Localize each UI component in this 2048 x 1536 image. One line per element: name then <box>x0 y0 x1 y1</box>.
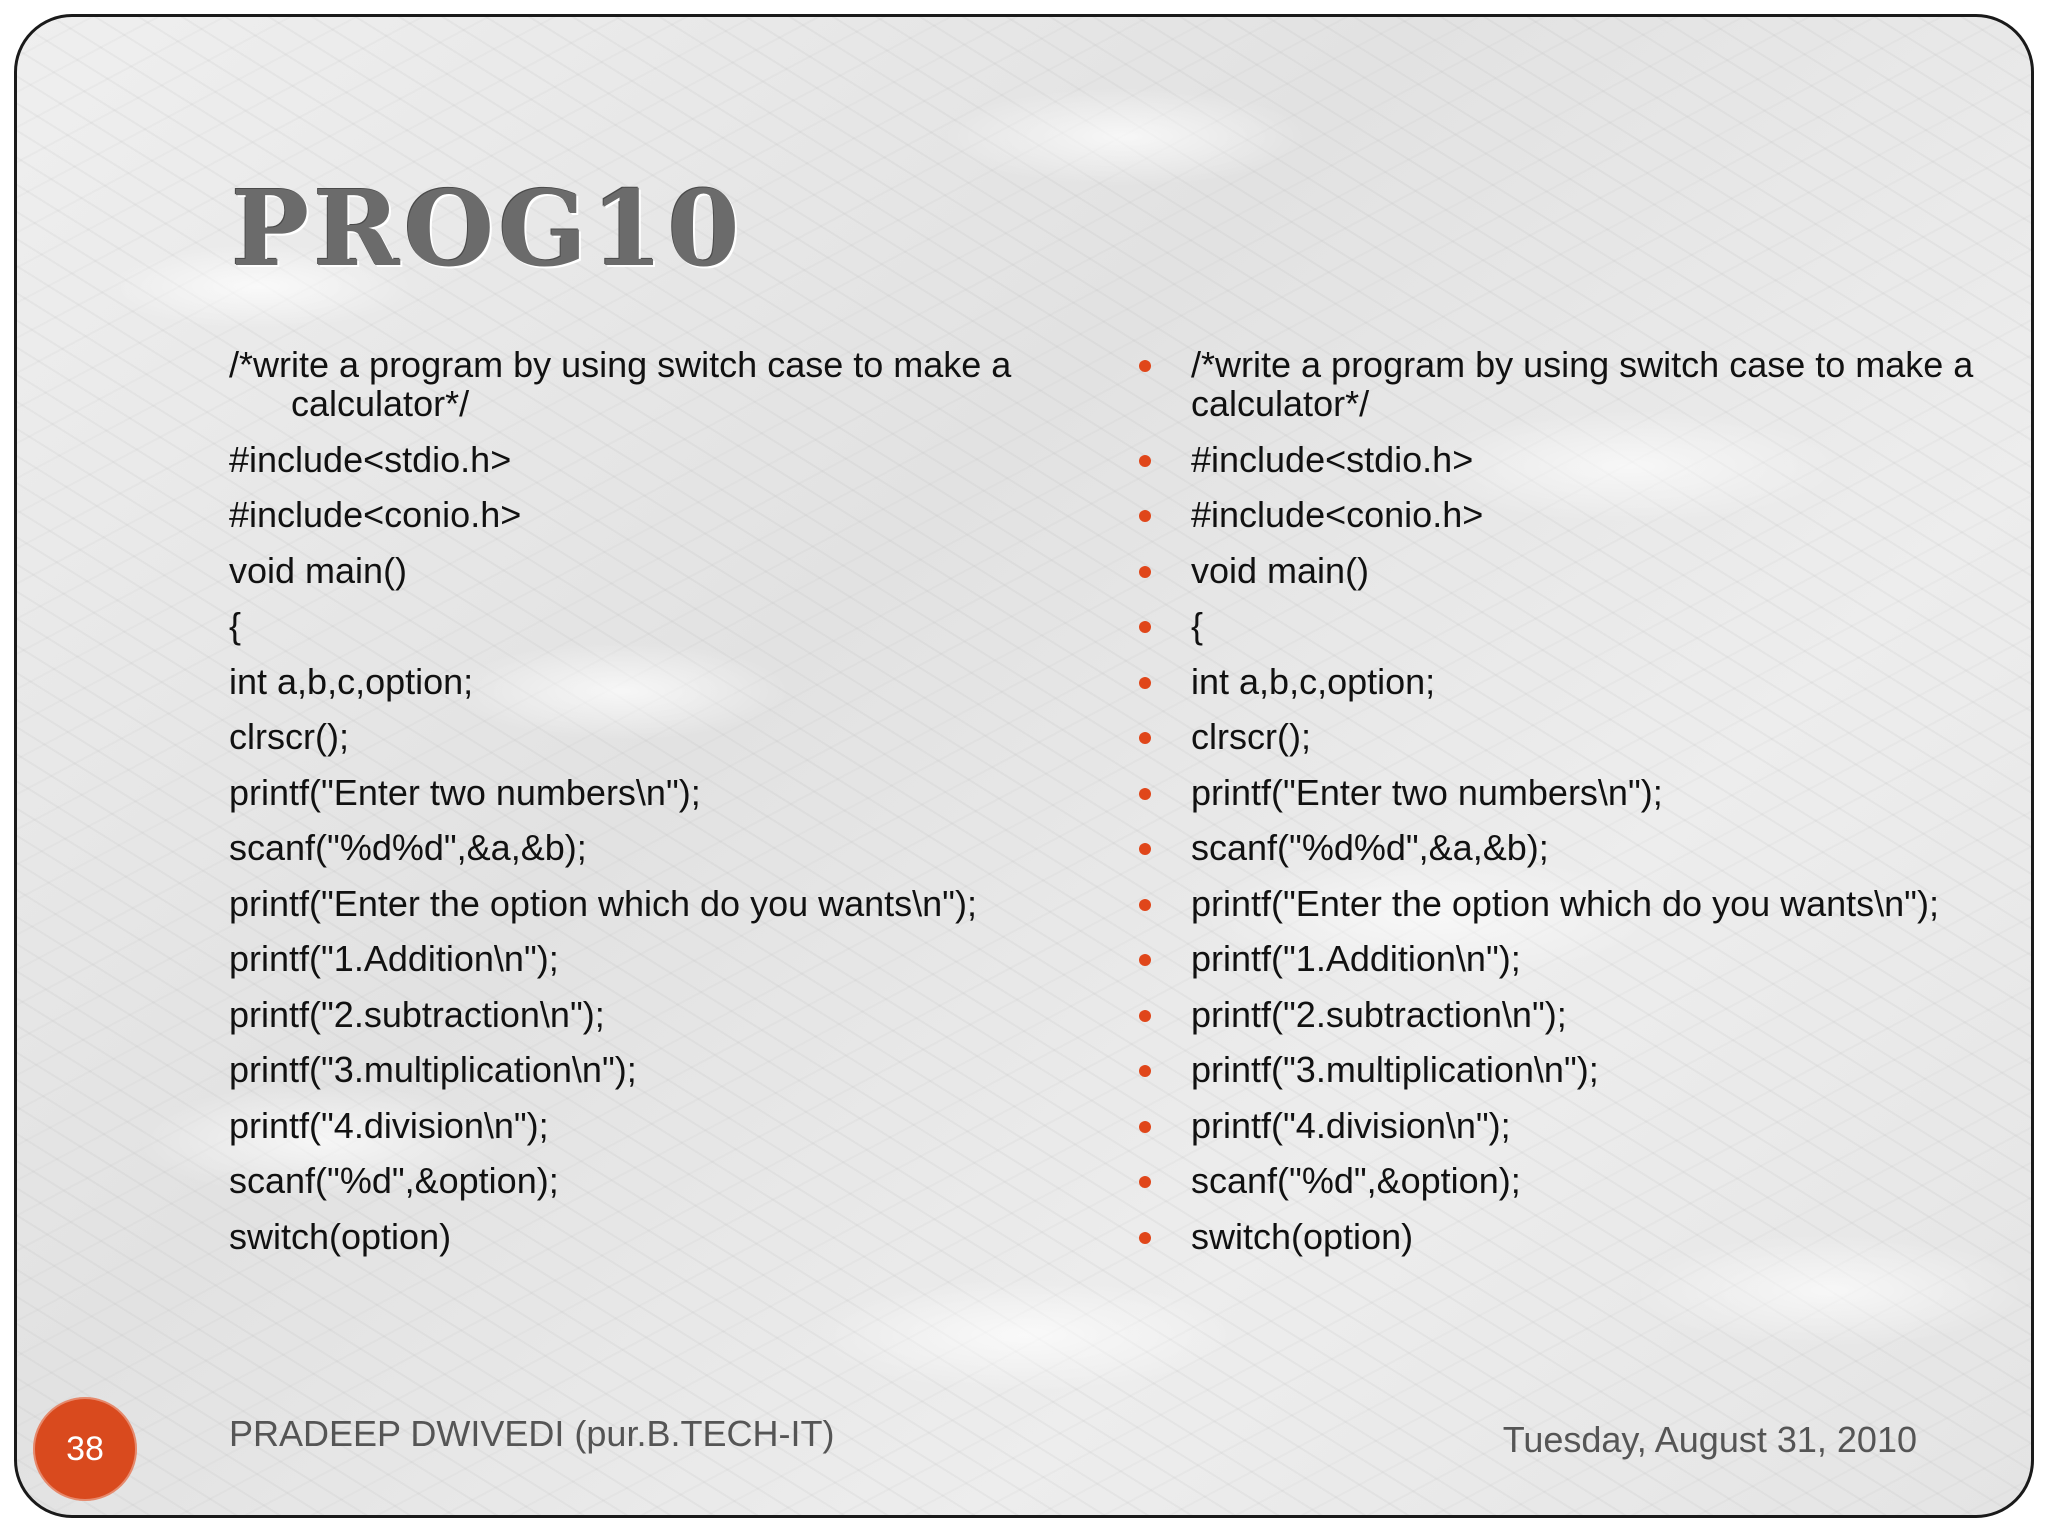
bullet-dot-icon <box>1139 360 1151 372</box>
code-line: #include<conio.h> <box>229 494 522 535</box>
code-line: printf("Enter two numbers\n"); <box>229 771 701 813</box>
footer-date: Tuesday, August 31, 2010 <box>1502 1419 1917 1460</box>
bullet-dot-icon <box>1139 1232 1151 1244</box>
code-line: clrscr(); <box>229 716 349 757</box>
page-number: 38 <box>66 1429 104 1468</box>
code-line: scanf("%d%d",&a,&b); <box>1191 827 1549 868</box>
code-line: printf("2.subtraction\n"); <box>229 993 605 1035</box>
bullet-dot-icon <box>1139 621 1151 633</box>
bullet-dot-icon <box>1139 732 1151 744</box>
code-line: printf("Enter two numbers\n"); <box>1191 771 1663 813</box>
code-line: #include<stdio.h> <box>229 438 512 480</box>
code-line: int a,b,c,option; <box>1191 660 1436 702</box>
bullet-item <box>1191 773 1991 812</box>
bullet-item <box>1191 995 1991 1034</box>
code-line: /*write a program by using switch case to make a calculator*/ <box>229 344 1012 424</box>
bullet-item <box>1191 662 1991 701</box>
code-column-left <box>229 345 1089 1272</box>
bullet-dot-icon <box>1139 1121 1151 1133</box>
bullet-dot-icon <box>1139 899 1151 911</box>
bullet-dot-icon <box>1139 566 1151 578</box>
code-line: scanf("%d",&option); <box>1191 1160 1521 1201</box>
bullet-dot-icon <box>1139 954 1151 966</box>
bullet-dot-icon <box>1139 788 1151 800</box>
bullet-item <box>1191 939 1991 978</box>
code-line: /*write a program by using switch case to make a calculator*/ <box>1191 344 1974 424</box>
bullet-dot-icon <box>1139 1065 1151 1077</box>
code-line: switch(option) <box>229 1215 452 1257</box>
code-line: scanf("%d%d",&a,&b); <box>229 827 587 868</box>
code-line: #include<conio.h> <box>1191 494 1484 535</box>
bullet-item <box>1191 884 1991 923</box>
bullet-item <box>1191 717 1991 756</box>
bullet-dot-icon <box>1139 455 1151 467</box>
bullet-item <box>1191 1106 1991 1145</box>
bullet-dot-icon <box>1139 510 1151 522</box>
code-line: printf("1.Addition\n"); <box>1191 938 1521 979</box>
code-line: int a,b,c,option; <box>229 660 474 702</box>
bullet-dot-icon <box>1139 843 1151 855</box>
bullet-dot-icon <box>1139 1176 1151 1188</box>
bullet-dot-icon <box>1139 677 1151 689</box>
bullet-dot-icon <box>1139 1010 1151 1022</box>
code-line: printf("2.subtraction\n"); <box>1191 993 1567 1035</box>
bullet-item <box>1191 1161 1991 1200</box>
bullet-item <box>1191 345 1991 423</box>
bullet-item <box>1191 1217 1991 1256</box>
code-line: switch(option) <box>1191 1215 1414 1257</box>
code-line: printf("4.division\n"); <box>229 1104 549 1146</box>
code-line: scanf("%d",&option); <box>229 1160 559 1201</box>
code-line: { <box>1191 605 1204 646</box>
bullet-item <box>1191 440 1991 479</box>
code-line: printf("Enter the option which do you wants\n"); <box>229 882 977 924</box>
code-line: void main() <box>229 549 408 591</box>
code-line: clrscr(); <box>1191 716 1311 757</box>
code-line: printf("3.multiplication\n"); <box>229 1049 637 1090</box>
footer-author: PRADEEP DWIVEDI (pur.B.TECH-IT) <box>229 1413 835 1454</box>
code-line: printf("4.division\n"); <box>1191 1104 1511 1146</box>
bullet-item <box>1191 495 1991 534</box>
code-line: printf("1.Addition\n"); <box>229 938 559 979</box>
slide-title: PROG10 <box>231 167 744 290</box>
bullet-item <box>1191 828 1991 867</box>
bullet-item <box>1191 1050 1991 1089</box>
bullet-item <box>1191 606 1991 645</box>
code-line: { <box>229 605 242 646</box>
code-line: #include<stdio.h> <box>1191 438 1474 480</box>
code-line: printf("3.multiplication\n"); <box>1191 1049 1599 1090</box>
bullet-item <box>1191 551 1991 590</box>
code-line: void main() <box>1191 549 1370 591</box>
code-column-right <box>1191 345 1991 1272</box>
slide <box>14 14 2034 1518</box>
page-number-badge <box>33 1397 137 1501</box>
code-line: printf("Enter the option which do you wants\n"); <box>1191 882 1939 924</box>
